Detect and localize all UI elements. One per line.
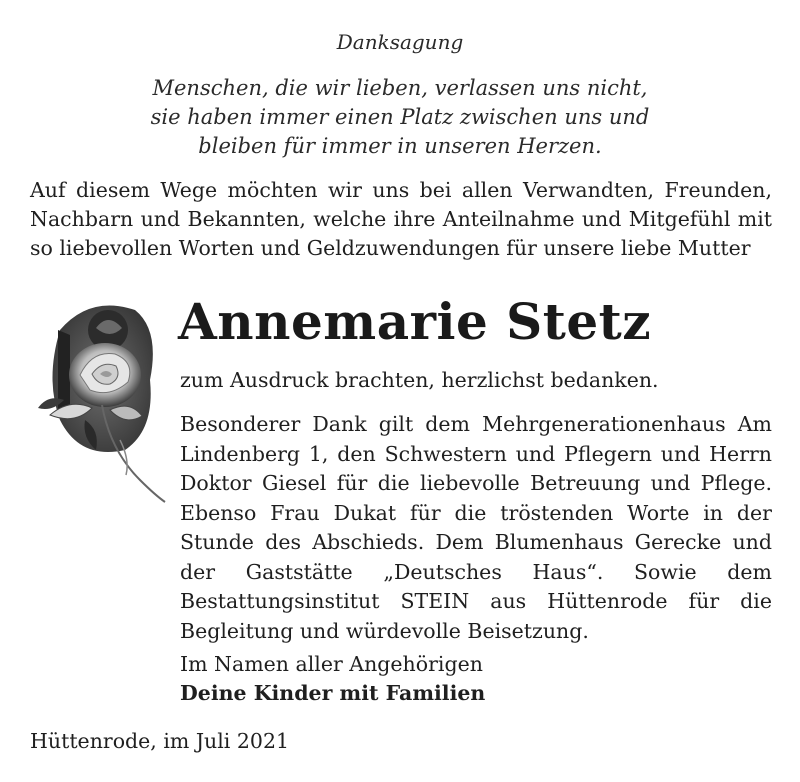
rose-icon (30, 290, 170, 510)
poem (0, 74, 800, 161)
deceased-name: Annemarie Stetz (178, 292, 652, 351)
expression-text: zum Ausdruck brachten, herzlichst bedanken. (180, 368, 659, 392)
poem-line-2: sie haben immer einen Platz zwischen uns und (150, 105, 650, 129)
poem-line-3: bleiben für immer in unseren Herzen. (198, 134, 602, 158)
notice-heading: Danksagung (336, 30, 464, 54)
poem-line-1: Menschen, die wir lieben, verlassen uns nicht, (152, 76, 648, 100)
place-date: Hüttenrode, im Juli 2021 (30, 729, 290, 753)
family-line-2: Deine Kinder mit Familien (180, 681, 486, 705)
intro-text: Auf diesem Wege möchten wir uns bei allen Verwandten, Freunden, Nachbarn und Bekannten, welche ihre Anteilnahme und Mitgefühl mit so liebevollen Worten und Geldzuwendungen für unsere liebe Mutter (30, 178, 772, 260)
special-thanks-text: Besonderer Dank gilt dem Mehrgenerationenhaus Am Lindenberg 1, den Schwestern und Pflegern und Herrn Doktor Giesel für die liebevolle Betreuung und Pflege. Ebenso Frau Dukat für die tröstenden Worte in der Stunde des Abschieds. Dem Blumenhaus Gerecke und der Gaststätte „Deutsches Haus“. Sowie dem Bestattungsinstitut STEIN aus Hüttenrode für die Begleitung und würdevolle Beisetzung. (180, 412, 772, 643)
family-line-1: Im Namen aller Angehörigen (180, 652, 483, 676)
family-signature (180, 650, 770, 708)
